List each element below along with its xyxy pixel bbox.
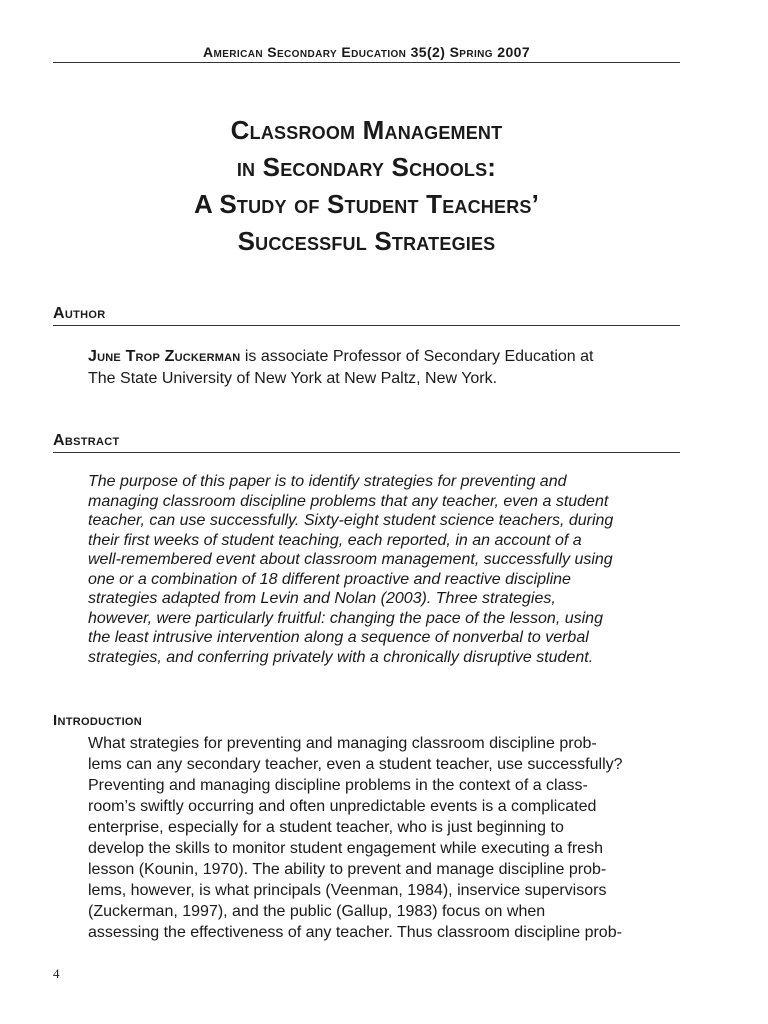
title-line: Successful Strategies (237, 226, 496, 256)
abstract-line: however, were particularly fruitful: changing the pace of the lesson, using (88, 609, 603, 627)
author-bio (88, 346, 678, 390)
introduction-body (88, 733, 688, 943)
abstract-line: teacher, can use successfully. Sixty-eight student science teachers, during (88, 512, 614, 529)
introduction-line: What strategies for preventing and managing classroom discipline prob- (88, 735, 597, 752)
introduction-line: Preventing and managing discipline problems in the context of a class- (88, 777, 588, 794)
introduction-line: develop the skills to monitor student engagement while executing a fresh (88, 840, 603, 857)
abstract-line: strategies, and conferring privately with a chronically disruptive student. (88, 648, 594, 666)
author-institution: The State University of New York at New Paltz, New York. (88, 370, 498, 387)
introduction-line: (Zuckerman, 1997), and the public (Gallup, 1983) focus on when (88, 903, 546, 920)
abstract-heading: Abstract (53, 432, 680, 453)
abstract-line: well-remembered event about classroom management, successfully using (88, 551, 613, 568)
introduction-line: assessing the effectiveness of any teacher. Thus classroom discipline prob- (88, 924, 622, 941)
author-affiliation: is associate Professor of Secondary Education at (240, 348, 594, 365)
author-heading: Author (53, 305, 680, 326)
header-rule (53, 62, 680, 63)
introduction-line: lems can any secondary teacher, even a student teacher, use successfully? (88, 756, 623, 773)
author-name: June Trop Zuckerman (88, 348, 241, 365)
introduction-line: lesson (Kounin, 1970). The ability to prevent and manage discipline prob- (88, 861, 607, 878)
abstract-line: strategies adapted from Levin and Nolan (2003). Three strategies, (88, 590, 556, 607)
running-head: American Secondary Education 35(2) Spring 2007 (202, 44, 531, 60)
abstract-line: one or a combination of 18 different proactive and reactive discipline (88, 570, 571, 588)
article-title (53, 112, 680, 260)
abstract-line: managing classroom discipline problems that any teacher, even a student (88, 492, 609, 510)
title-line: in Secondary Schools: (236, 152, 497, 182)
introduction-line: enterprise, especially for a student teacher, who is just beginning to (88, 819, 564, 836)
title-line: A Study of Student Teachers’ (193, 189, 540, 219)
abstract-body (88, 472, 678, 667)
introduction-line: room’s swiftly occurring and often unpredictable events is a complicated (88, 798, 597, 815)
title-line: Classroom Management (230, 115, 503, 145)
abstract-line: The purpose of this paper is to identify strategies for preventing and (88, 473, 567, 490)
page-number: 4 (53, 966, 60, 981)
introduction-heading: Introduction (53, 712, 143, 729)
abstract-line: the least intrusive intervention along a sequence of nonverbal to verbal (88, 629, 589, 646)
introduction-line: lems, however, is what principals (Veenman, 1984), inservice supervisors (88, 882, 607, 899)
abstract-line: their first weeks of student teaching, each reported, in an account of a (88, 531, 582, 549)
